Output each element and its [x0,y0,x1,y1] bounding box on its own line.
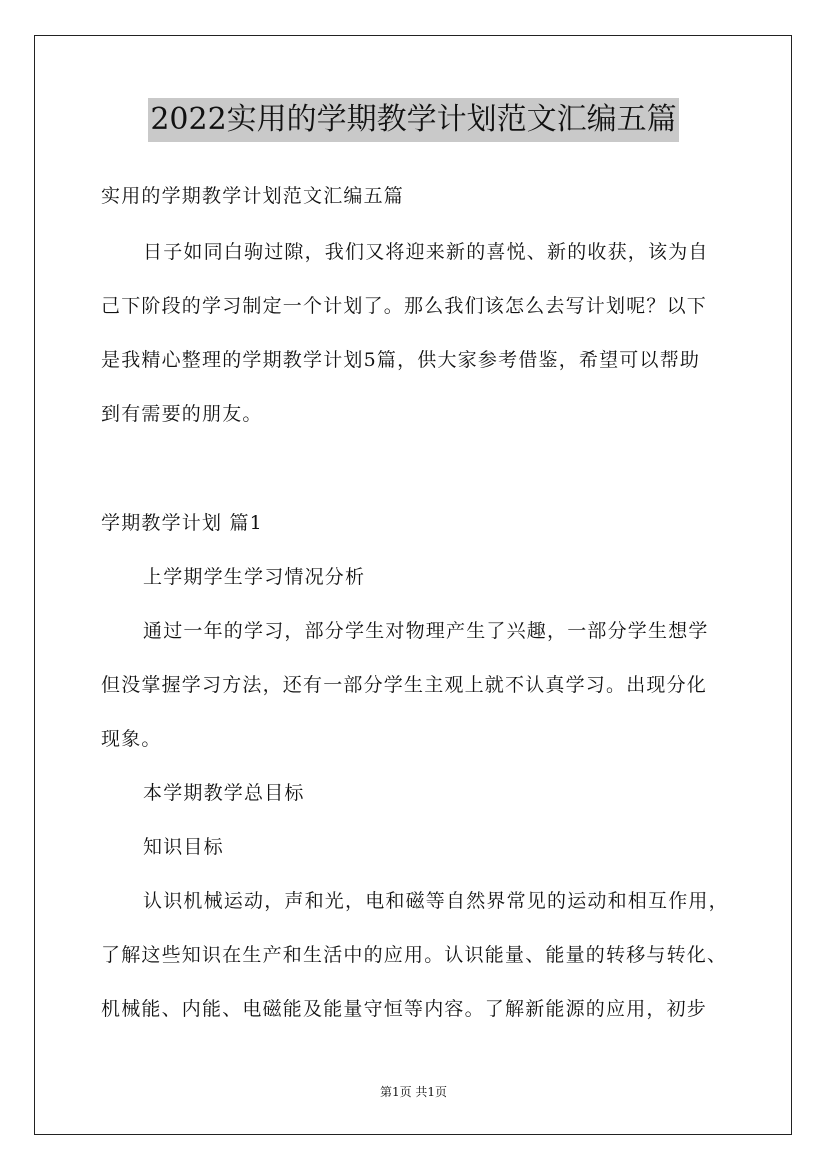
analysis-paragraph-line: 但没掌握学习方法，还有一部分学生主观上就不认真学习。出现分化 [101,674,708,696]
section-heading: 学期教学计划 篇1 [101,512,263,534]
intro-paragraph-line: 日子如同白驹过隙，我们又将迎来新的喜悦、新的收获，该为自 [143,241,709,263]
intro-paragraph-line: 到有需要的朋友。 [101,403,263,425]
analysis-paragraph-line: 现象。 [101,728,162,750]
analysis-paragraph-line: 通过一年的学习，部分学生对物理产生了兴趣，一部分学生想学 [143,620,709,642]
page-footer: 第1页 共1页 [379,1085,448,1099]
subtitle-line: 实用的学期教学计划范文汇编五篇 [101,185,405,207]
knowledge-paragraph-line: 机械能、内能、电磁能及能量守恒等内容。了解新能源的应用，初步 [101,998,708,1020]
intro-paragraph-line: 己下阶段的学习制定一个计划了。那么我们该怎么去写计划呢？以下 [101,295,708,317]
knowledge-paragraph-line: 了解这些知识在生产和生活中的应用。认识能量、能量的转移与转化、 [101,944,728,966]
document-title: 2022实用的学期教学计划范文汇编五篇 [148,98,678,142]
intro-paragraph-line: 是我精心整理的学期教学计划5篇，供大家参考借鉴，希望可以帮助 [101,349,701,371]
knowledge-paragraph-line: 认识机械运动，声和光，电和磁等自然界常见的运动和相互作用， [143,890,729,912]
title-container [0,98,827,142]
subsection-heading: 知识目标 [143,836,224,858]
subsection-heading: 本学期教学总目标 [143,782,305,804]
subsection-heading: 上学期学生学习情况分析 [143,566,366,588]
